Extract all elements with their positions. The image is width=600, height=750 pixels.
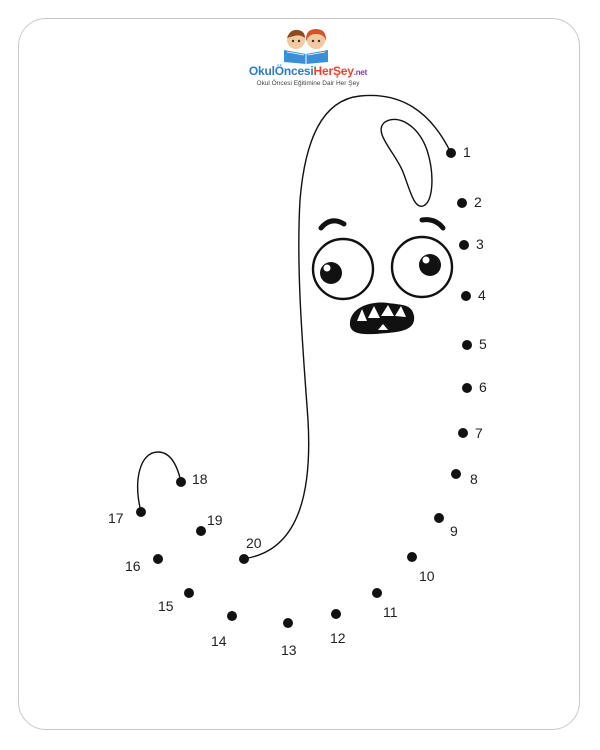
- dot-number-label: 7: [475, 425, 483, 441]
- dot-number-label: 11: [383, 604, 398, 620]
- dot-12: [330, 609, 346, 646]
- dot-marker: [227, 611, 237, 621]
- logo-subtitle: Okul Öncesi Eğitimine Dair Her Şey: [256, 80, 360, 87]
- dot-marker: [458, 428, 468, 438]
- body-highlight-shape: [381, 119, 432, 206]
- dot-marker: [331, 609, 341, 619]
- dot-number-label: 8: [470, 471, 478, 487]
- dot-number-label: 18: [192, 471, 208, 487]
- dot-number-label: 12: [330, 630, 346, 646]
- dot-18: [176, 471, 208, 487]
- dot-marker: [184, 588, 194, 598]
- dot-1: [446, 144, 471, 160]
- dot-11: [372, 588, 398, 620]
- dot-marker: [462, 383, 472, 393]
- dot-13: [281, 618, 297, 658]
- dot-number-label: 1: [463, 144, 471, 160]
- left-eyebrow: [321, 221, 344, 228]
- dot-marker: [176, 477, 186, 487]
- left-eye: [313, 239, 373, 299]
- dot-8: [451, 469, 478, 487]
- dot-number-label: 14: [211, 633, 227, 649]
- right-eye: [392, 237, 452, 297]
- dot-3: [459, 236, 484, 252]
- dot-marker: [462, 340, 472, 350]
- dot-number-label: 6: [479, 379, 487, 395]
- dot-marker: [446, 148, 456, 158]
- dot-marker: [461, 291, 471, 301]
- dot-15: [158, 588, 194, 614]
- mouth: [350, 303, 414, 335]
- dot-number-label: 13: [281, 642, 297, 658]
- dot-19: [196, 512, 223, 536]
- logo-title-part1: OkulÖncesi: [248, 64, 314, 78]
- right-eyebrow: [422, 220, 443, 228]
- dot-marker: [196, 526, 206, 536]
- dot-number-label: 15: [158, 598, 174, 614]
- dot-number-label: 10: [419, 568, 435, 584]
- dot-2: [457, 194, 482, 210]
- dot-marker: [459, 240, 469, 250]
- logo-title-part3: .net: [353, 68, 368, 77]
- dot-number-label: 2: [474, 194, 482, 210]
- dot-9: [434, 513, 458, 539]
- dot-number-label: 20: [246, 535, 262, 551]
- dot-marker: [153, 554, 163, 564]
- dot-number-label: 5: [479, 336, 487, 352]
- dot-17: [108, 507, 146, 526]
- logo-title-part2: HerŞey: [313, 64, 354, 78]
- dot-4: [461, 287, 486, 303]
- dot-marker: [239, 554, 249, 564]
- dot-number-label: 9: [450, 523, 458, 539]
- dot-6: [462, 379, 487, 395]
- dot-20: [239, 535, 262, 564]
- dot-marker: [283, 618, 293, 628]
- dot-marker: [136, 507, 146, 517]
- dot-marker: [434, 513, 444, 523]
- dot-number-label: 16: [125, 558, 141, 574]
- dot-14: [211, 611, 237, 649]
- dot-marker: [457, 198, 467, 208]
- dot-marker: [451, 469, 461, 479]
- dot-7: [458, 425, 483, 441]
- dot-number-label: 17: [108, 510, 124, 526]
- dot-10: [407, 552, 435, 584]
- dot-number-label: 4: [478, 287, 486, 303]
- dot-number-label: 19: [207, 512, 223, 528]
- dot-number-label: 3: [476, 236, 484, 252]
- dot-marker: [372, 588, 382, 598]
- dot-5: [462, 336, 487, 352]
- tail-curl-outline: [138, 452, 181, 512]
- dot-marker: [407, 552, 417, 562]
- dot-16: [125, 554, 163, 574]
